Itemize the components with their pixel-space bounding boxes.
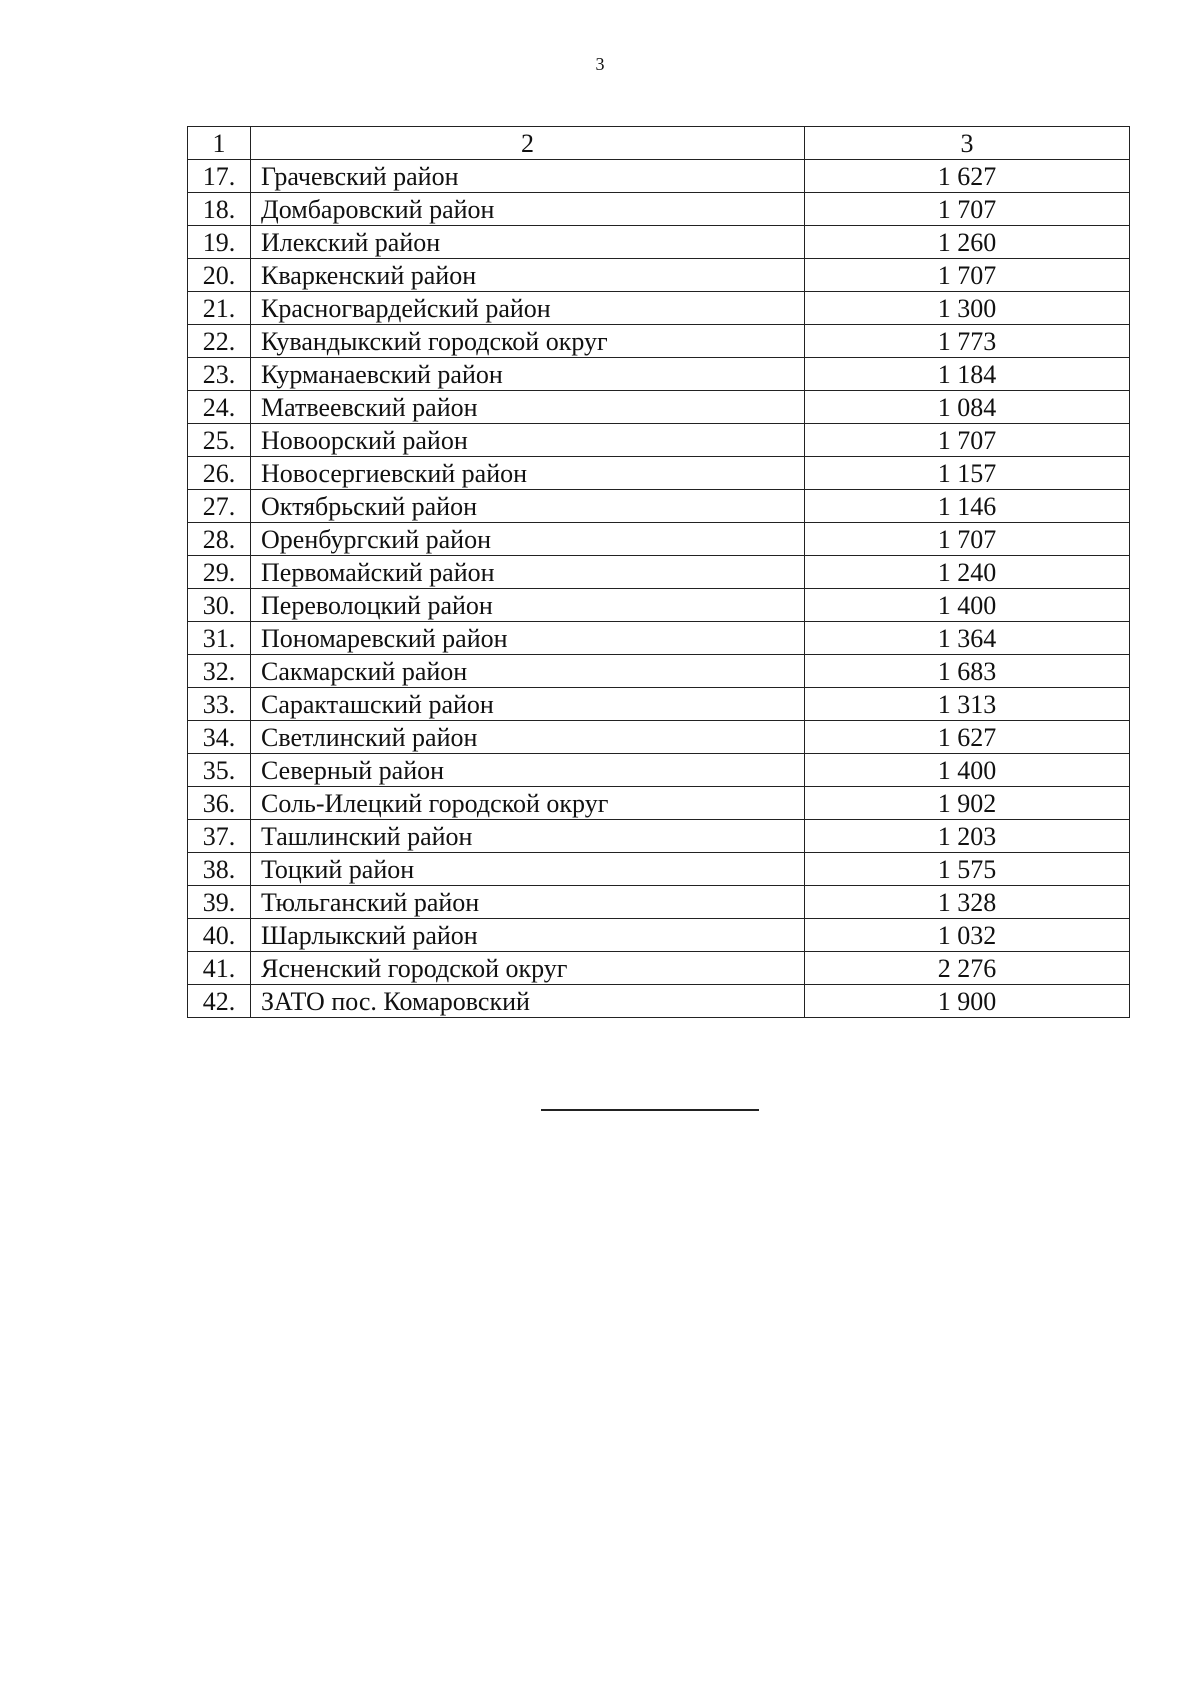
district-name-cell: Красногвардейский район <box>251 292 805 325</box>
table-row <box>188 589 1130 622</box>
row-number-cell: 26. <box>188 457 251 490</box>
table-row <box>188 820 1130 853</box>
table-row <box>188 226 1130 259</box>
value-cell: 1 683 <box>805 655 1130 688</box>
table-row <box>188 358 1130 391</box>
row-number-cell: 17. <box>188 160 251 193</box>
value-cell: 1 260 <box>805 226 1130 259</box>
table-row <box>188 193 1130 226</box>
table-row <box>188 490 1130 523</box>
row-number-cell: 33. <box>188 688 251 721</box>
value-cell: 1 184 <box>805 358 1130 391</box>
district-name-cell: Тюльганский район <box>251 886 805 919</box>
district-name-cell: Новоорский район <box>251 424 805 457</box>
district-table <box>187 126 1130 1018</box>
district-name-cell: Кувандыкский городской округ <box>251 325 805 358</box>
row-number-cell: 23. <box>188 358 251 391</box>
row-number-cell: 29. <box>188 556 251 589</box>
value-cell: 1 146 <box>805 490 1130 523</box>
district-name-cell: Пономаревский район <box>251 622 805 655</box>
value-cell: 1 707 <box>805 523 1130 556</box>
value-cell: 1 627 <box>805 160 1130 193</box>
row-number-cell: 24. <box>188 391 251 424</box>
district-name-cell: Саракташский район <box>251 688 805 721</box>
table-row <box>188 919 1130 952</box>
value-cell: 1 627 <box>805 721 1130 754</box>
value-cell: 1 707 <box>805 193 1130 226</box>
district-name-cell: Матвеевский район <box>251 391 805 424</box>
district-name-cell: Ясненский городской округ <box>251 952 805 985</box>
value-cell: 1 902 <box>805 787 1130 820</box>
row-number-cell: 18. <box>188 193 251 226</box>
header-cell-3: 3 <box>805 127 1130 160</box>
value-cell: 1 084 <box>805 391 1130 424</box>
row-number-cell: 20. <box>188 259 251 292</box>
value-cell: 1 300 <box>805 292 1130 325</box>
value-cell: 1 364 <box>805 622 1130 655</box>
table-body <box>188 127 1130 1018</box>
row-number-cell: 21. <box>188 292 251 325</box>
table-row <box>188 688 1130 721</box>
row-number-cell: 39. <box>188 886 251 919</box>
value-cell: 1 400 <box>805 589 1130 622</box>
district-name-cell: Светлинский район <box>251 721 805 754</box>
header-cell-2: 2 <box>251 127 805 160</box>
page-number: 3 <box>595 54 605 74</box>
table-row <box>188 655 1130 688</box>
value-cell: 1 707 <box>805 424 1130 457</box>
value-cell: 1 157 <box>805 457 1130 490</box>
table-row <box>188 424 1130 457</box>
table-row <box>188 292 1130 325</box>
row-number-cell: 36. <box>188 787 251 820</box>
table-row <box>188 556 1130 589</box>
row-number-cell: 40. <box>188 919 251 952</box>
row-number-cell: 35. <box>188 754 251 787</box>
value-cell: 1 707 <box>805 259 1130 292</box>
table-row <box>188 787 1130 820</box>
row-number-cell: 41. <box>188 952 251 985</box>
table-row <box>188 622 1130 655</box>
value-cell: 1 240 <box>805 556 1130 589</box>
row-number-cell: 31. <box>188 622 251 655</box>
value-cell: 1 032 <box>805 919 1130 952</box>
district-name-cell: ЗАТО пос. Комаровский <box>251 985 805 1018</box>
row-number-cell: 42. <box>188 985 251 1018</box>
district-name-cell: Илекский район <box>251 226 805 259</box>
row-number-cell: 32. <box>188 655 251 688</box>
row-number-cell: 22. <box>188 325 251 358</box>
district-name-cell: Переволоцкий район <box>251 589 805 622</box>
row-number-cell: 38. <box>188 853 251 886</box>
table-row <box>188 259 1130 292</box>
table-row <box>188 886 1130 919</box>
district-name-cell: Курманаевский район <box>251 358 805 391</box>
district-name-cell: Кваркенский район <box>251 259 805 292</box>
value-cell: 1 575 <box>805 853 1130 886</box>
district-name-cell: Ташлинский район <box>251 820 805 853</box>
value-cell: 1 203 <box>805 820 1130 853</box>
table-row <box>188 325 1130 358</box>
table-row <box>188 853 1130 886</box>
district-name-cell: Первомайский район <box>251 556 805 589</box>
table-row <box>188 721 1130 754</box>
district-name-cell: Северный район <box>251 754 805 787</box>
row-number-cell: 27. <box>188 490 251 523</box>
district-name-cell: Грачевский район <box>251 160 805 193</box>
district-name-cell: Оренбургский район <box>251 523 805 556</box>
district-name-cell: Новосергиевский район <box>251 457 805 490</box>
value-cell: 1 400 <box>805 754 1130 787</box>
value-cell: 1 773 <box>805 325 1130 358</box>
row-number-cell: 19. <box>188 226 251 259</box>
table-row <box>188 457 1130 490</box>
table-row <box>188 985 1130 1018</box>
row-number-cell: 30. <box>188 589 251 622</box>
value-cell: 2 276 <box>805 952 1130 985</box>
table-row <box>188 391 1130 424</box>
district-name-cell: Сакмарский район <box>251 655 805 688</box>
district-name-cell: Тоцкий район <box>251 853 805 886</box>
header-cell-1: 1 <box>188 127 251 160</box>
row-number-cell: 37. <box>188 820 251 853</box>
row-number-cell: 28. <box>188 523 251 556</box>
row-number-cell: 25. <box>188 424 251 457</box>
value-cell: 1 313 <box>805 688 1130 721</box>
district-name-cell: Домбаровский район <box>251 193 805 226</box>
value-cell: 1 900 <box>805 985 1130 1018</box>
row-number-cell: 34. <box>188 721 251 754</box>
district-name-cell: Соль-Илецкий городской округ <box>251 787 805 820</box>
district-name-cell: Шарлыкский район <box>251 919 805 952</box>
district-name-cell: Октябрьский район <box>251 490 805 523</box>
value-cell: 1 328 <box>805 886 1130 919</box>
table-row <box>188 952 1130 985</box>
table-header-row <box>188 127 1130 160</box>
table-row <box>188 523 1130 556</box>
table-row <box>188 754 1130 787</box>
end-divider-line <box>541 1109 759 1111</box>
table-row <box>188 160 1130 193</box>
